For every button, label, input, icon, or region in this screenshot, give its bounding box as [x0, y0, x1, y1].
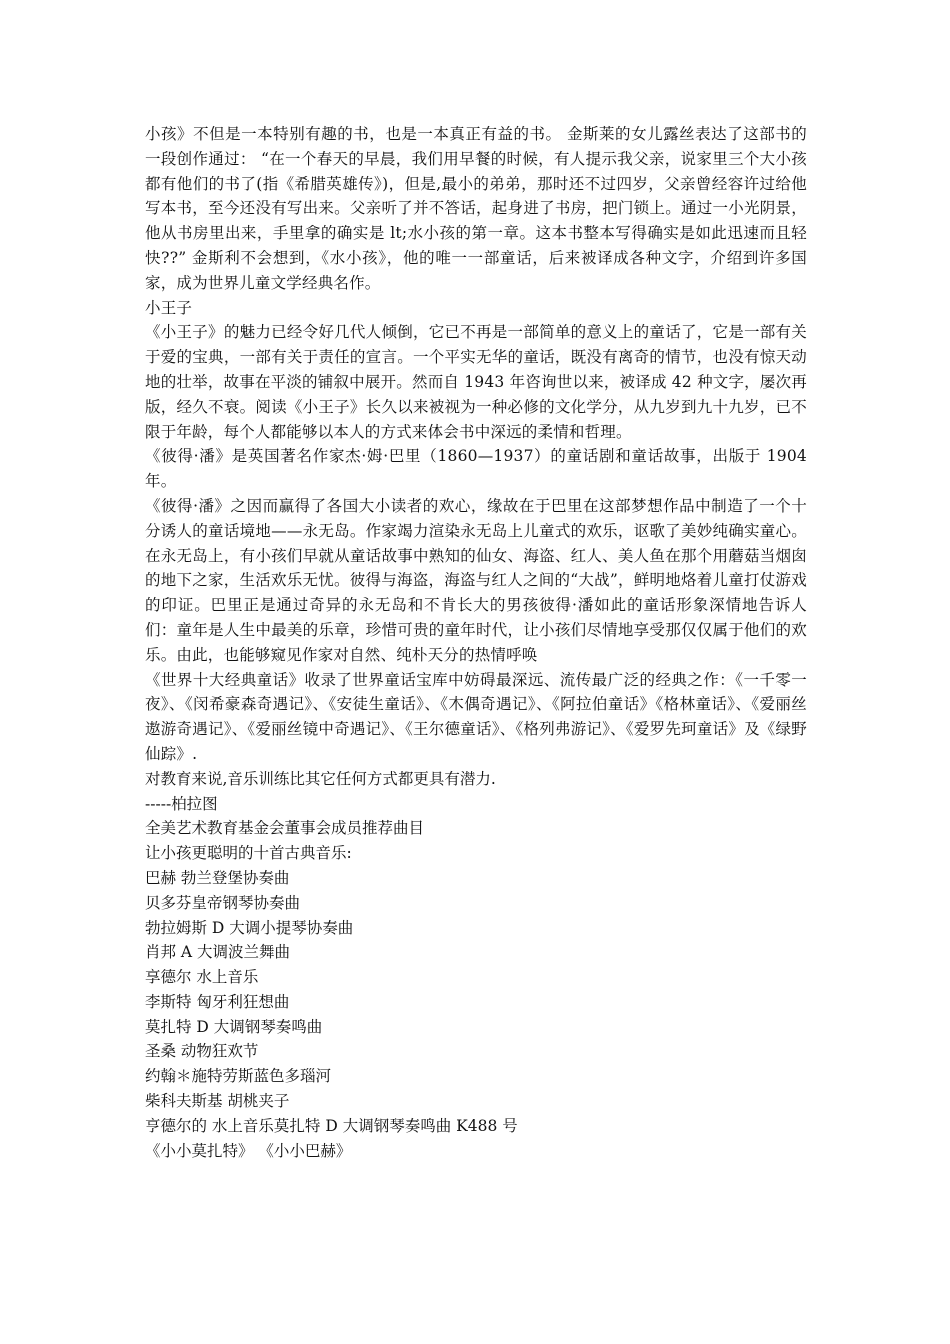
music-list-item: 肖邦 A 大调波兰舞曲	[145, 943, 291, 962]
music-list-item: 李斯特 匈牙利狂想曲	[145, 992, 290, 1011]
music-list-item: 柴科夫斯基 胡桃夹子	[145, 1092, 290, 1111]
quote-attribution: -----柏拉图	[145, 794, 218, 813]
music-list-item: 莫扎特 D 大调钢琴奏鸣曲	[145, 1017, 323, 1036]
music-list-item: 享德尔 水上音乐	[145, 968, 259, 987]
music-list-item: 巴赫 勃兰登堡协奏曲	[145, 868, 290, 887]
heading-little-prince: 小王子	[145, 298, 193, 317]
paragraph-ten-classic-fairy-tales: 《世界十大经典童话》收录了世界童话宝库中妨碍最深远、流传最广泛的经典之作：《一千零一夜》、《闵希豪森奇遇记》、《安徒生童话》、《木偶奇遇记》、《阿拉伯童话》《格林童话》、《爱丽丝遨游奇遇记》、《爱丽丝镜中奇遇记》、《王尔德童话》、《格列弗游记》、《爱罗先珂童话》及《绿野仙踪》.	[145, 670, 807, 763]
music-list-item: 勃拉姆斯 D 大调小提琴协奏曲	[145, 918, 354, 937]
document-body	[145, 122, 807, 1163]
music-note-line: 亨德尔的 水上音乐莫扎特 D 大调钢琴奏鸣曲 K488 号	[145, 1116, 518, 1135]
paragraph-peter-pan-intro: 《彼得·潘》是英国著名作家杰·姆·巴里（1860—1937）的童话剧和童话故事，出版于 1904 年。	[145, 447, 807, 491]
music-list-item: 贝多芬皇帝钢琴协奏曲	[145, 893, 301, 912]
music-list-item: 约翰＊施特劳斯蓝色多瑙河	[145, 1067, 332, 1086]
book-titles-line: 《小小莫扎特》 《小小巴赫》	[145, 1141, 352, 1160]
music-list-source: 全美艺术教育基金会董事会成员推荐曲目	[145, 819, 425, 838]
music-list-title: 让小孩更聪明的十首古典音乐:	[145, 844, 352, 863]
quote-line: 对教育来说,音乐训练比其它任何方式都更具有潜力.	[145, 769, 496, 788]
music-list-item: 圣桑 动物狂欢节	[145, 1042, 259, 1061]
paragraph-water-babies: 小孩》不但是一本特别有趣的书，也是一本真正有益的书。 金斯莱的女儿露丝表达了这部书的一段创作通过： “在一个春天的早晨，我们用早餐的时候，有人提示我父亲，说家里三个大小孩都有他们的书了(指《希腊英雄传》)，但是,最小的弟弟，那时还不过四岁，父亲曾经容许过给他写本书，至今还没有写出来。父亲听了并不答话，起身进了书房，把门锁上。通过一小光阴景，他从书房里出来，手里拿的确实是 lt;水小孩的第一章。这本书整本写得确实是如此迅速而且轻快??” 金斯利不会想到，《水小孩》，他的唯一一部童话，后来被译成各种文字，介绍到许多国家，成为世界儿童文学经典名作。	[145, 125, 807, 292]
paragraph-peter-pan: 《彼得·潘》之因而赢得了各国大小读者的欢心，缘故在于巴里在这部梦想作品中制造了一个十分诱人的童话境地——永无岛。作家竭力渲染永无岛上儿童式的欢乐，讴歌了美妙纯确实童心。在永无岛上，有小孩们早就从童话故事中熟知的仙女、海盗、红人、美人鱼在那个用蘑菇当烟囱的地下之家，生活欢乐无忧。彼得与海盗，海盗与红人之间的“大战”，鲜明地烙着儿童打仗游戏的印证。巴里正是通过奇异的永无岛和不肯长大的男孩彼得·潘如此的童话形象深情地告诉人们：童年是人生中最美的乐章，珍惜可贵的童年时代，让小孩们尽情地享受那仅仅属于他们的欢乐。由此，也能够窥见作家对自然、纯朴天分的热情呼唤	[145, 496, 807, 664]
paragraph-little-prince: 《小王子》的魅力已经令好几代人倾倒，它已不再是一部简单的意义上的童话了，它是一部有关于爱的宝典，一部有关于责任的宣言。一个平实无华的童话，既没有离奇的情节，也没有惊天动地的壮举，故事在平淡的铺叙中展开。然而自 1943 年咨询世以来，被译成 42 种文字，屡次再版，经久不衰。阅读《小王子》长久以来被视为一种必修的文化学分，从九岁到九十九岁，已不限于年龄，每个人都能够以本人的方式来体会书中深远的柔情和哲理。	[145, 323, 807, 441]
